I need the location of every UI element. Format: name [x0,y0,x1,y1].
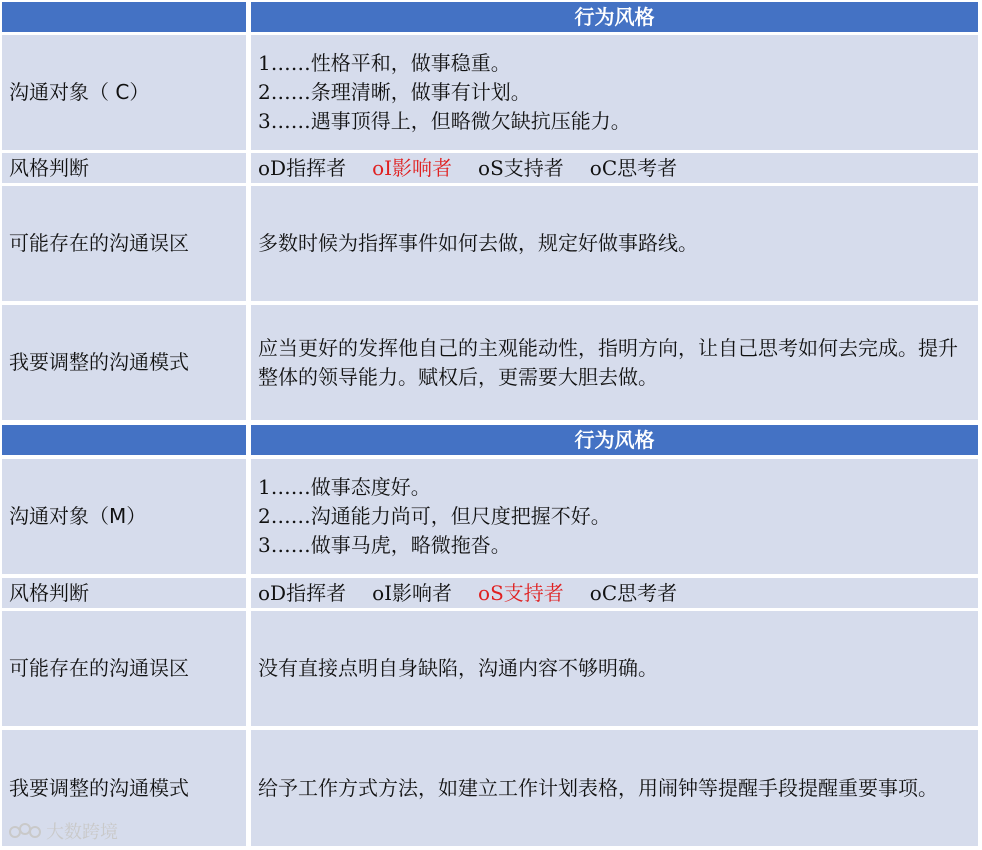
style-option-d: oD指挥者 [258,155,347,180]
table2-misread-text: 没有直接点明自身缺陷，沟通内容不够明确。 [251,611,978,726]
table2-style-options [251,578,978,608]
style-option-i-selected: oI影响者 [372,155,453,180]
table1-misread-label: 可能存在的沟通误区 [2,186,246,301]
trait-line: 2……沟通能力尚可，但尺度把握不好。 [258,504,611,528]
table1-adjust-text: 应当更好的发挥他自己的主观能动性，指明方向，让自己思考如何去完成。提升整体的领导能力。赋权后，更需要大胆去做。 [251,305,978,420]
table2-adjust-label: 我要调整的沟通模式 [2,730,246,846]
table2-target-label: 沟通对象（M） [2,459,246,574]
table1-misread-text: 多数时候为指挥事件如何去做，规定好做事路线。 [251,186,978,301]
trait-line: 1……性格平和，做事稳重。 [258,51,511,75]
trait-line: 1……做事态度好。 [258,475,431,499]
table1-adjust-label: 我要调整的沟通模式 [2,305,246,420]
watermark [8,818,118,844]
table1-header: 行为风格 [251,2,978,32]
style-option-i: oI影响者 [372,580,453,605]
table2-adjust-text: 给予工作方式方法，如建立工作计划表格，用闹钟等提醒手段提醒重要事项。 [251,730,978,846]
table1-style-options [251,153,978,183]
style-option-c: oC思考者 [589,155,678,180]
watermark-text: 大数跨境 [46,822,118,843]
table2-style-label: 风格判断 [2,578,246,608]
style-option-s-selected: oS支持者 [478,580,564,605]
table1-style-label: 风格判断 [2,153,246,183]
trait-line: 3……做事马虎，略微拖沓。 [258,533,511,557]
style-option-d: oD指挥者 [258,580,347,605]
style-option-s: oS支持者 [478,155,564,180]
watermark-logo-icon [8,821,42,841]
table2-header: 行为风格 [251,425,978,455]
table1-header-left [2,2,246,32]
trait-line: 3……遇事顶得上，但略微欠缺抗压能力。 [258,109,631,133]
style-option-c: oC思考者 [589,580,678,605]
table1-traits [251,35,978,150]
trait-line: 2……条理清晰，做事有计划。 [258,80,531,104]
table2-misread-label: 可能存在的沟通误区 [2,611,246,726]
table1-target-label: 沟通对象（ C） [2,35,246,150]
table2-traits [251,459,978,574]
table2-header-left [2,425,246,455]
